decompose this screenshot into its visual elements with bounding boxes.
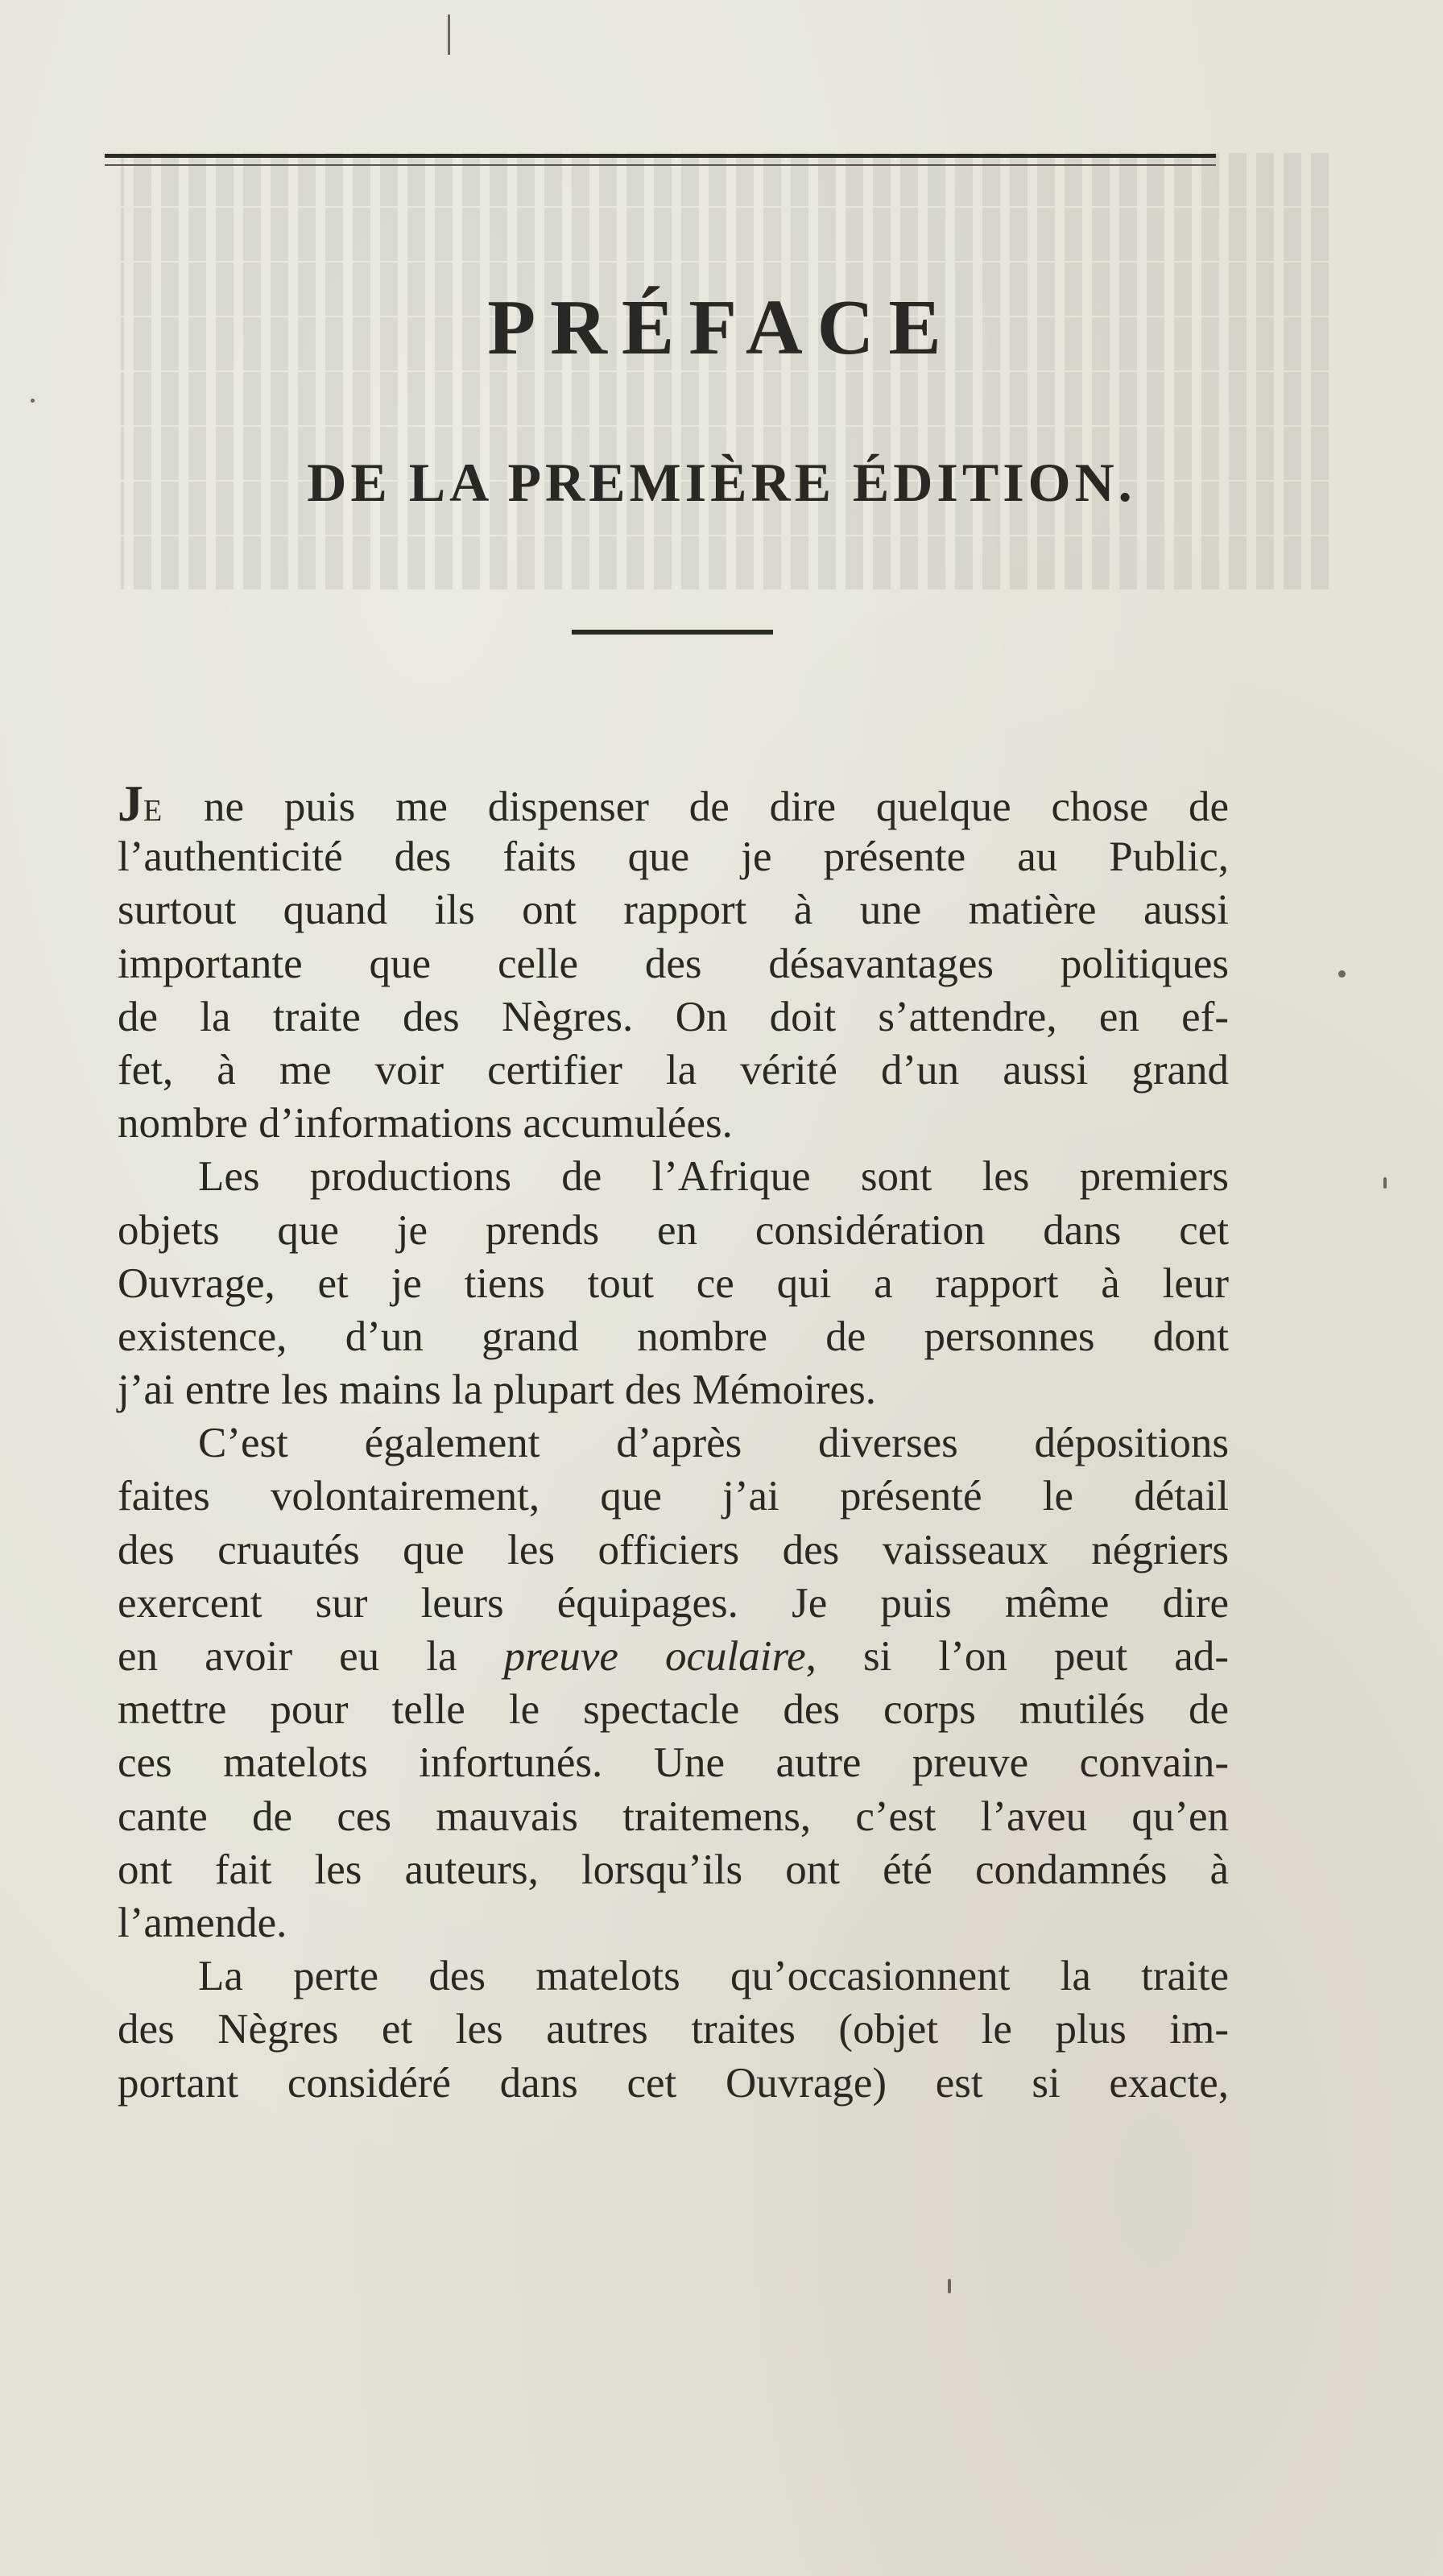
text-line: cante de ces mauvais traitemens, c’est l’aveu qu’en [118, 1792, 1229, 1840]
text-line: La perte des matelots qu’occasionnent la traite [198, 1953, 1229, 2000]
text-line [118, 1630, 1229, 1683]
text-line: objets que je prends en considération dans cet [118, 1206, 1229, 1254]
line-text: ne puis me dispenser de dire quelque chose de [163, 784, 1229, 830]
italic-text: preuve oculaire [503, 1633, 806, 1680]
text-line: nombre d’informations accumulées. [118, 1100, 733, 1147]
text-line: fet, à me voir certifier la vérité d’un aussi grand [118, 1046, 1229, 1094]
text-line: C’est également d’après diverses dépositions [198, 1420, 1229, 1467]
text-line: l’authenticité des faits que je présente au Public, [118, 833, 1229, 881]
body-text [118, 777, 1229, 2110]
text-line: j’ai entre les mains la plupart des Mémoires. [118, 1367, 876, 1414]
section-divider [572, 630, 773, 635]
text-line [118, 777, 1229, 830]
header-rule-thin [105, 164, 1216, 166]
text-line: des Nègres et les autres traites (objet le plus im- [118, 2006, 1229, 2053]
text-line: de la traite des Nègres. On doit s’attendre, en ef- [118, 993, 1229, 1040]
page-title: PRÉFACE [487, 284, 956, 371]
margin-mark [448, 14, 450, 55]
text-line: existence, d’un grand nombre de personnes dont [118, 1313, 1229, 1360]
text-line: Les productions de l’Afrique sont les premiers [198, 1153, 1229, 1201]
text-line: ces matelots infortunés. Une autre preuve convain- [118, 1739, 1229, 1787]
text-line: l’amende. [118, 1899, 287, 1946]
text-line: Ouvrage, et je tiens tout ce qui a rapport à leur [118, 1259, 1229, 1307]
text-line: faites volontairement, que j’ai présenté le détail [118, 1473, 1229, 1520]
text-line: des cruautés que les officiers des vaisseaux négriers [118, 1526, 1229, 1573]
text-line: surtout quand ils ont rapport à une matière aussi [118, 887, 1229, 934]
line-text: en avoir eu la [118, 1633, 504, 1680]
text-line: ont fait les auteurs, lorsqu’ils ont été condamnés à [118, 1846, 1229, 1893]
header-rule-thick [105, 154, 1216, 158]
text-line: importante que celle des désavantages politiques [118, 940, 1229, 987]
paper-speck [1383, 1177, 1387, 1189]
text-line: portant considéré dans cet Ouvrage) est si exacte, [118, 2059, 1229, 2107]
line-text: , si l’on peut ad- [805, 1633, 1229, 1680]
paper-speck [1338, 970, 1346, 978]
paper-speck [31, 399, 35, 403]
small-cap: E [143, 794, 164, 828]
text-line: exercent sur leurs équipages. Je puis même dire [118, 1579, 1229, 1627]
text-line: mettre pour telle le spectacle des corps mutilés de [118, 1686, 1229, 1734]
page-subtitle: DE LA PREMIÈRE ÉDITION. [307, 452, 1136, 513]
paper-speck [948, 2279, 951, 2293]
drop-cap: J [118, 775, 143, 832]
show-through-bleed [121, 153, 1329, 604]
